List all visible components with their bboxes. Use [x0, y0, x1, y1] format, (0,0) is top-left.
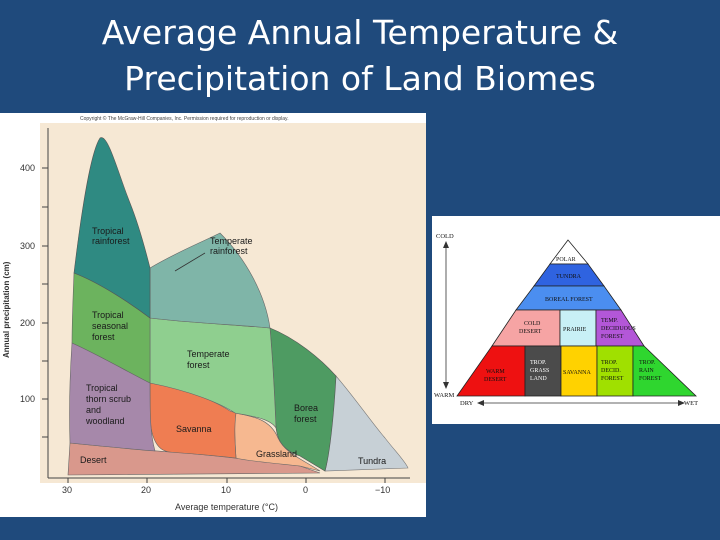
label-desert: Desert	[80, 455, 107, 465]
label-savanna: Savanna	[176, 424, 212, 434]
biome-climate-diagram	[0, 113, 426, 517]
label-tropical-thorn-scrub: Tropical thorn scrub and woodland	[86, 383, 132, 426]
label-dry: DRY	[460, 400, 474, 407]
label-boreal-forest: BOREAL FOREST	[545, 297, 593, 303]
slide-title	[0, 10, 720, 102]
label-temperate-rainforest: Temperate rainforest	[210, 236, 253, 256]
label-warm-desert: WARM DESERT	[484, 369, 507, 383]
label-tropical-deciduous: TROP. DECID. FOREST	[601, 360, 624, 382]
cold-desert-block	[492, 310, 560, 346]
label-tropical-rainforest: TROP. RAIN FOREST	[639, 360, 662, 382]
copyright-note: Copyright © The McGraw-Hill Companies, Inc. Permission required for reproduction or display.	[80, 116, 289, 122]
y-tick-200: 200	[20, 318, 36, 328]
label-cold-desert: COLD DESERT	[519, 321, 542, 335]
x-tick-0: 0	[303, 485, 309, 495]
x-tick-minus-10: −10	[375, 485, 391, 495]
y-tick-400: 400	[20, 163, 36, 173]
label-tundra: Tundra	[358, 456, 387, 466]
label-savanna: SAVANNA	[563, 370, 591, 376]
dry-arrow-icon	[477, 400, 484, 406]
slide-title-line-2: Precipitation of Land Biomes	[124, 59, 596, 98]
label-cold: COLD	[436, 233, 454, 240]
x-axis-label: Average temperature (°C)	[175, 502, 278, 512]
label-temperate-forest: Temperate forest	[187, 349, 230, 370]
x-tick-10: 10	[221, 485, 232, 495]
label-prairie: PRAIRIE	[563, 327, 587, 333]
label-tropical-seasonal-forest: Tropical seasonal forest	[92, 310, 129, 342]
label-tropical-rainforest: Tropical rainforest	[92, 226, 130, 246]
label-tundra: TUNDRA	[556, 274, 581, 280]
slide-title-line-1: Average Annual Temperature &	[101, 13, 619, 52]
label-grassland: Grassland	[256, 449, 298, 459]
warm-arrow-icon	[443, 382, 449, 389]
label-tropical-grassland: TROP. GRASS LAND	[530, 360, 550, 382]
label-polar: POLAR	[556, 257, 576, 263]
y-tick-300: 300	[20, 241, 36, 251]
y-axis-label: Annual precipitation (cm)	[2, 261, 11, 358]
y-tick-100: 100	[20, 394, 36, 404]
label-boreal-forest: Borea forest	[294, 403, 319, 424]
x-tick-30: 30	[62, 485, 73, 495]
x-tick-20: 20	[141, 485, 152, 495]
label-warm: WARM	[434, 392, 455, 399]
label-wet: WET	[684, 400, 699, 407]
biome-pyramid-diagram	[432, 216, 720, 424]
label-temperate-deciduous: TEMP. DECIDUOUS FOREST	[601, 318, 636, 340]
cold-arrow-icon	[443, 241, 449, 248]
